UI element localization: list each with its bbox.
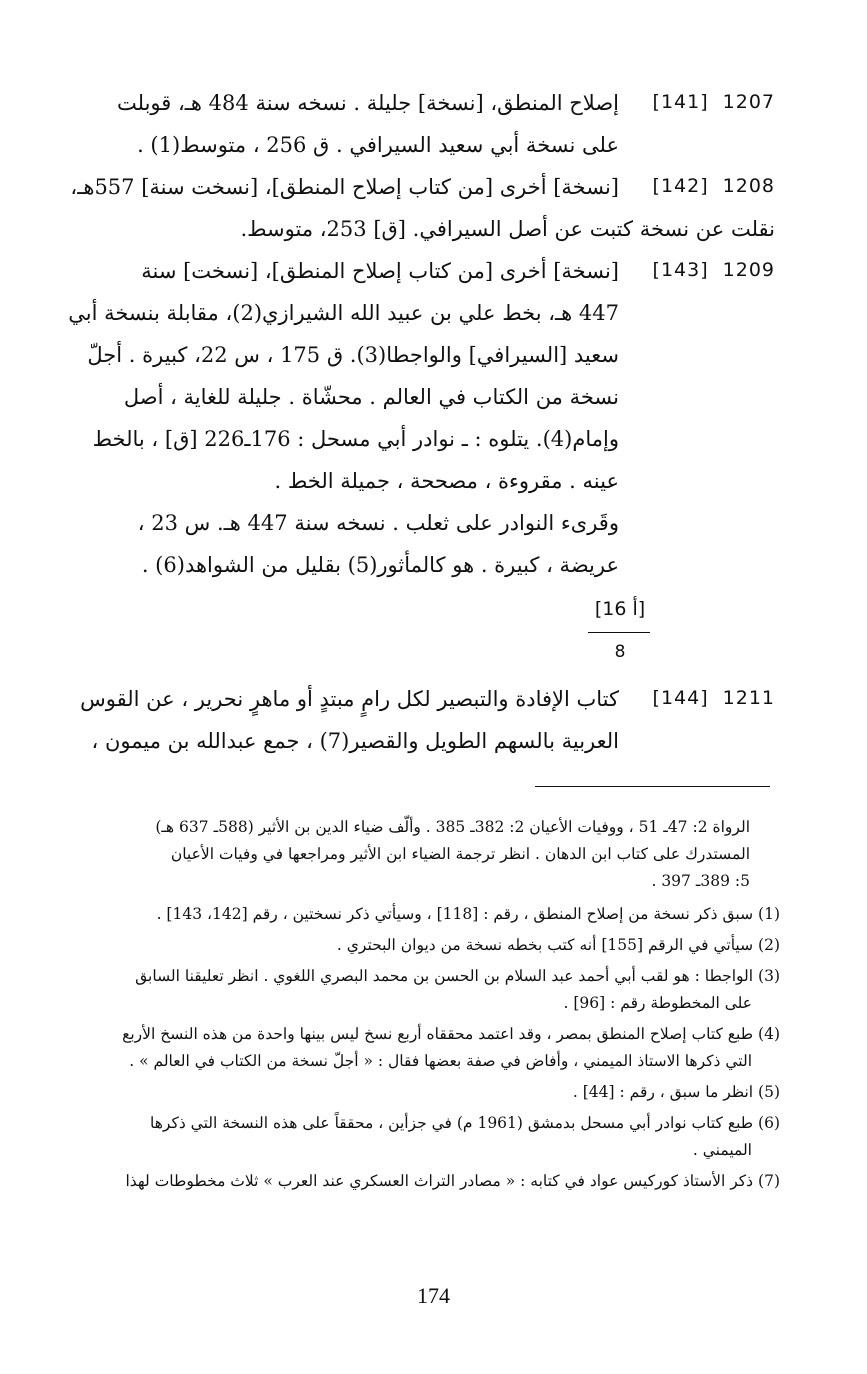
footnote-line: المستدرك على كتاب ابن الدهان . انظر ترجمة الضياء ابن الأثير ومراجعها في وفيات الأعيان xyxy=(170,845,750,863)
entry-line: عريضة ، كبيرة . هو كالمأثور(5) بقليل من الشواهد(6) . xyxy=(141,553,619,577)
footnote xyxy=(30,1079,780,1106)
footnote-line: (7) ذكر الأستاذ كوركيس عواد في كتابه : « مصادر التراث العسكري عند العرب » ثلاث مخطوطات لهذا xyxy=(125,1172,780,1190)
catalog-entry xyxy=(30,250,775,586)
footnote-line: على المخطوطة رقم : [96] . xyxy=(563,994,752,1012)
footnote xyxy=(30,963,780,1017)
folio-rule xyxy=(588,632,650,633)
entry-line: كتاب الإفادة والتبصير لكل رامٍ مبتدٍ أو ماهرٍ نحرير ، عن القوس xyxy=(80,687,619,711)
footnote xyxy=(30,1110,780,1164)
footnote-line: (6) طبع كتاب نوادر أبي مسحل بدمشق (1961 م) في جزأين ، محققاً على هذه النسخة التي ذكرها xyxy=(150,1114,780,1132)
entry-index: [142] xyxy=(652,175,709,197)
entry-number xyxy=(627,82,775,122)
page-number: 174 xyxy=(417,1283,450,1308)
entry-index: [141] xyxy=(652,91,709,113)
footnote xyxy=(30,1021,780,1075)
entry-line: [نسخة] أخرى [من كتاب إصلاح المنطق]، [نسخت] سنة xyxy=(141,259,619,283)
entry-index: [144] xyxy=(652,687,709,709)
folio-count: 8 xyxy=(614,642,626,662)
footnote xyxy=(30,1168,780,1195)
manuscript-number: 1207 xyxy=(722,91,775,113)
entry-line: العربية بالسهم الطويل والقصير(7) ، جمع عبدالله بن ميمون ، xyxy=(91,729,619,753)
entry-number xyxy=(627,250,775,290)
entry-text xyxy=(30,250,775,586)
entry-line: عينه . مقروءة ، مصححة ، جميلة الخط . xyxy=(274,469,619,493)
footnote xyxy=(30,932,780,959)
entry-line: وإمام(4). يتلوه : ـ نوادر أبي مسحل : 176ـ226 [ق] ، بالخط xyxy=(92,427,619,451)
entry-line: نقلت عن نسخة كتبت عن أصل السيرافي. [ق] 253، متوسط. xyxy=(240,217,775,241)
folio-marker: [16 أ] xyxy=(594,598,646,620)
entry-number xyxy=(627,678,775,718)
footnote-line: (3) الواجطا : هو لقب أبي أحمد عبد السلام بن الحسن بن محمد البصري اللغوي . انظر تعليقنا السابق xyxy=(135,967,780,985)
entry-number xyxy=(627,166,775,206)
footnote-line: (4) طبع كتاب إصلاح المنطق بمصر ، وقد اعتمد محققاه أربع نسخ ليس بينها واحدة من هذه النسخ الأربع xyxy=(122,1025,780,1043)
manuscript-number: 1208 xyxy=(722,175,775,197)
entry-line: على نسخة أبي سعيد السيرافي . ق 256 ، متوسط(1) . xyxy=(137,133,619,157)
footnote xyxy=(30,901,780,928)
footnote-line: الرواة 2: 47ـ 51 ، ووفيات الأعيان 2: 382ـ 385 . وألّف ضياء الدين بن الأثير (588ـ 637 هـ) xyxy=(155,818,750,836)
footnote-line: التي ذكرها الاستاذ الميمني ، وأفاض في صفة بعضها فقال : « أجلّ نسخة من الكتاب في العالم » . xyxy=(129,1052,752,1070)
footnote-continuation xyxy=(30,814,780,895)
catalog-entry xyxy=(30,82,775,166)
entry-line: إصلاح المنطق، [نسخة] جليلة . نسخه سنة 484 هـ، قوبلت xyxy=(117,91,619,115)
manuscript-number: 1209 xyxy=(722,259,775,281)
footnote-line: (2) سيأتي في الرقم [155] أنه كتب بخطه نسخة من ديوان البحتري . xyxy=(336,936,780,954)
footnote-line: (5) انظر ما سبق ، رقم : [44] . xyxy=(572,1083,780,1101)
entry-line: نسخة من الكتاب في العالم . محشّاة . جليلة للغاية ، أصل xyxy=(123,385,619,409)
footnote-separator xyxy=(535,786,770,787)
entry-line: 447 هـ، بخط علي بن عبيد الله الشيرازي(2)، مقابلة بنسخة أبي xyxy=(68,301,619,325)
entry-line: سعيد [السيرافي] والواجطا(3). ق 175 ، س 22، كبيرة . أجلّ xyxy=(87,343,619,367)
footnote-line: (1) سبق ذكر نسخة من إصلاح المنطق ، رقم : [118] ، وسيأتي ذكر نسختين ، رقم [142، 143] . xyxy=(156,905,780,923)
catalog-entry xyxy=(30,678,775,762)
footnotes xyxy=(30,814,780,1195)
entry-line: وقَرىء النوادر على ثعلب . نسخه سنة 447 هـ. س 23 ، xyxy=(137,511,619,535)
footnote-line: الميمني . xyxy=(692,1141,752,1159)
footnote-line: 5: 389ـ 397 . xyxy=(651,872,750,890)
manuscript-number: 1211 xyxy=(722,687,775,709)
entry-line: [نسخة] أخرى [من كتاب إصلاح المنطق]، [نسخت سنة] 557هـ، xyxy=(70,175,619,199)
catalog-entry xyxy=(30,166,775,250)
entry-index: [143] xyxy=(652,259,709,281)
